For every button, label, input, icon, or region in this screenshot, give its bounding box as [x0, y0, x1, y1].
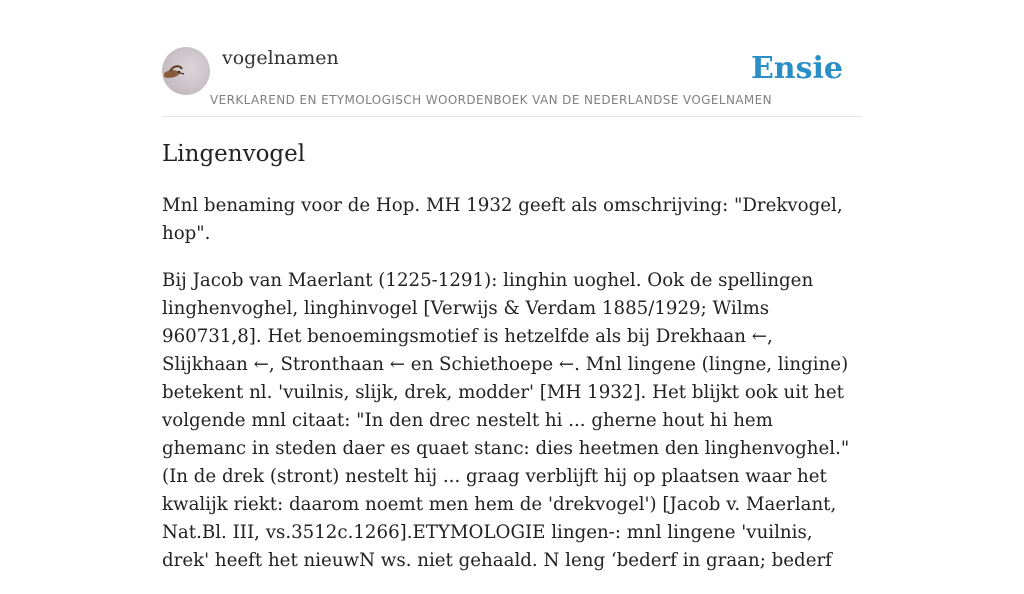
article-paragraph: Mnl benaming voor de Hop. MH 1932 geeft als omschrijving: "Drekvogel, hop".	[162, 195, 843, 244]
brand-logo[interactable]: Ensie	[750, 51, 843, 86]
article-title: Lingenvogel	[162, 141, 306, 167]
site-header	[162, 46, 862, 117]
article	[162, 138, 862, 594]
avatar[interactable]	[162, 47, 210, 95]
site-subtitle: VERKLAREND EN ETYMOLOGISCH WOORDENBOEK VAN DE NEDERLANDSE VOGELNAMEN	[210, 93, 773, 107]
bird-icon	[162, 47, 210, 95]
article-paragraph: Bij Jacob van Maerlant (1225-1291): linghin uoghel. Ook de spellingen linghenvoghel, linghinvogel [Verwijs & Verdam 1885/1929; Wilms 960731,8]. Het benoemingsmotief is hetzelfde als bij Drekhaan ←, Slijkhaan ←, Stronthaan ← en Schiethoepe ←. Mnl lingene (lingne, lingine) betekent nl. 'vuilnis, slijk, drek, modder' [MH 1932]. Het blijkt ook uit het volgende mnl citaat: "In den drec nestelt hi ... gherne hout hi hem ghemanc in steden daer es quaet stanc: dies heetmen den linghenvoghel." (In de drek (stront) nestelt hij ... graag verblijft hij op plaatsen waar het kwalijk riekt: daarom noemt men hem de 'drekvogel') [Jacob v. Maerlant, Nat.Bl. III, vs.3512c.1266].ETYMOLOGIE lingen-: mnl lingene 'vuilnis, drek' heeft het nieuwN ws. niet gehaald. N leng ‘bederf in graan; bederf	[162, 270, 850, 571]
site-name[interactable]: vogelnamen	[222, 47, 339, 69]
